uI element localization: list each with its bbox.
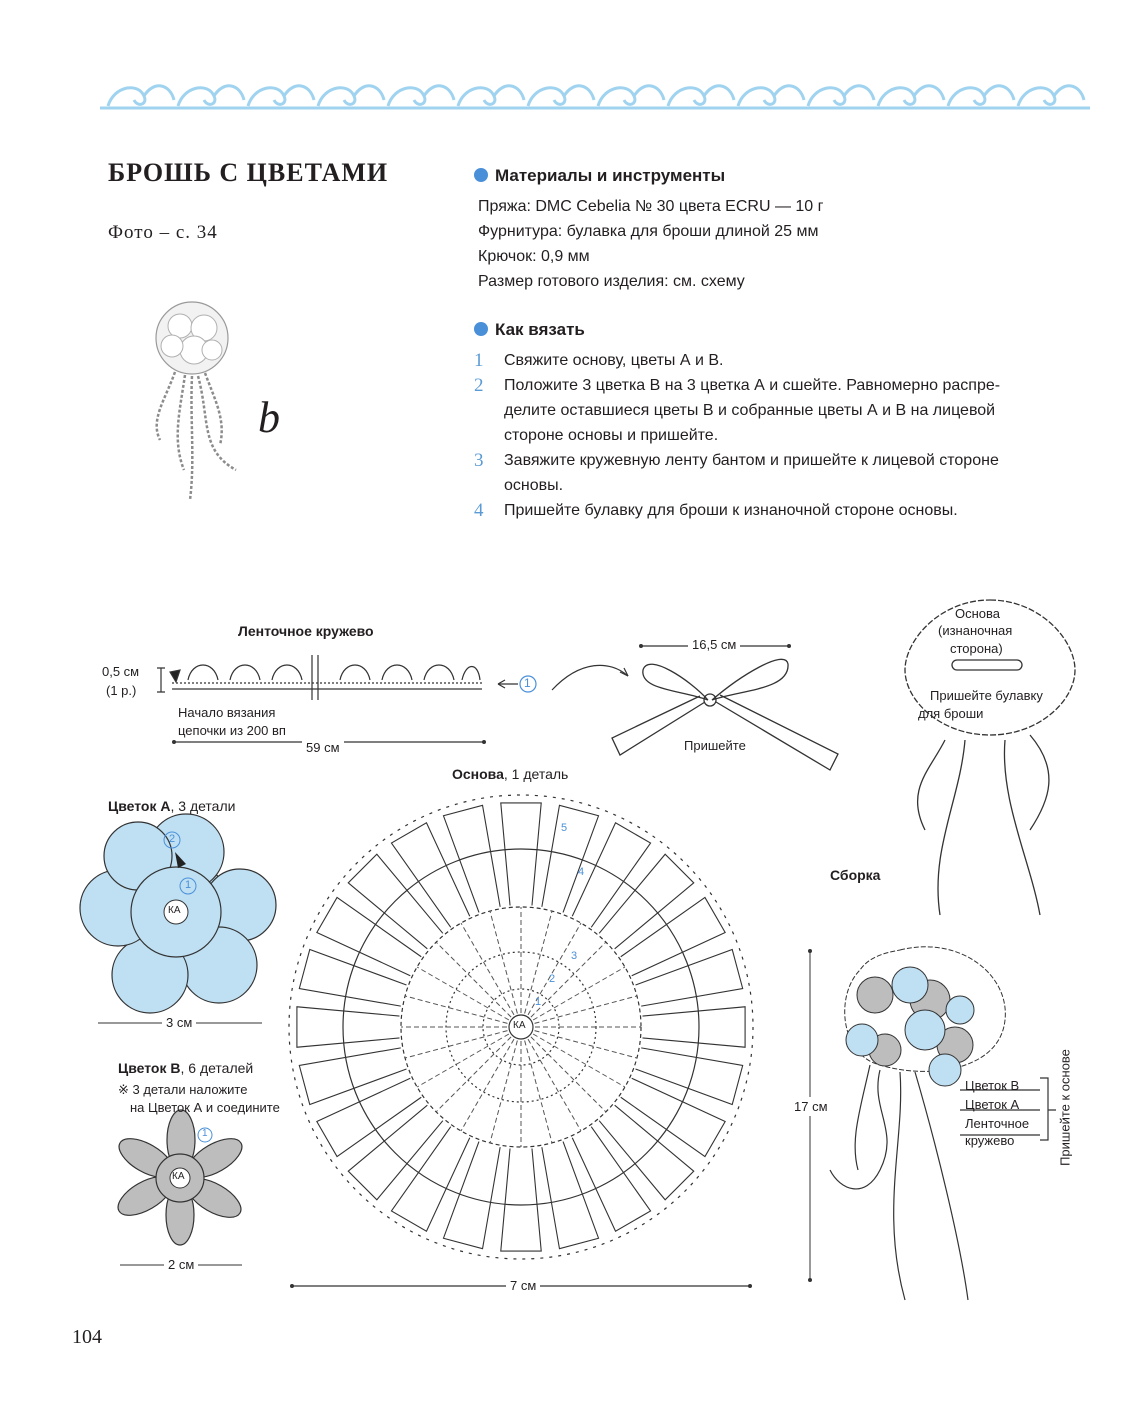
base-spoke: [490, 1041, 517, 1143]
lace-rows-label: (1 р.): [106, 683, 137, 698]
assembly-label: Цветок А: [965, 1097, 1020, 1112]
base-loop: [297, 1007, 400, 1047]
materials-line: Крючок: 0,9 мм: [478, 248, 590, 265]
base-spoke: [531, 1037, 606, 1112]
flower-a-row-marker: 1: [185, 879, 192, 891]
base-loop: [317, 897, 421, 975]
flower-b-chart: [112, 1110, 248, 1265]
back-label: (изнаночная: [938, 623, 1013, 638]
step-text: делите оставшиеся цветы В и собранные цветы А и В на лицевой: [504, 402, 996, 419]
flower-b-note: ※ 3 детали наложите: [118, 1082, 248, 1097]
materials-line: Фурнитура: булавка для броши длиной 25 мм: [478, 223, 819, 240]
flower-b-width-label: 2 см: [164, 1257, 198, 1272]
flower-a-title: [108, 798, 235, 814]
base-loop: [621, 1078, 725, 1156]
photo-letter: b: [258, 393, 280, 442]
flower-b-title-bold: Цветок В: [118, 1060, 181, 1076]
base-width-label: 7 см: [506, 1278, 540, 1293]
flower-b-title-rest: , 6 деталей: [180, 1060, 254, 1076]
back-label: Основа: [955, 606, 1001, 621]
step-text: Положите 3 цветка В на 3 цветка А и сшейте. Равномерно распре-: [504, 377, 1001, 394]
base-loop: [501, 1149, 541, 1252]
assembly-label: Цветок В: [965, 1078, 1020, 1093]
assembly-title: Сборка: [830, 867, 881, 883]
assembly-side-label: Пришейте к основе: [1057, 1049, 1073, 1166]
flower-a-width-label: 3 см: [162, 1015, 196, 1030]
base-loop: [572, 1127, 650, 1231]
base-loop: [621, 897, 725, 975]
flower-a-row-marker: 2: [169, 833, 176, 845]
step-text: Пришейте булавку для броши к изнаночной стороне основы.: [504, 502, 958, 519]
base-spoke: [417, 1034, 509, 1087]
bow-sew-label: Пришейте: [684, 738, 746, 753]
base-row-marker: 3: [571, 950, 578, 962]
step-text: Завяжите кружевную ленту бантом и пришейте к лицевой стороне: [504, 452, 999, 469]
flower-a-title-bold: Цветок А: [108, 798, 171, 814]
step-text: стороне основы и пришейте.: [504, 427, 719, 444]
lace-start-label: цепочки из 200 вп: [178, 723, 286, 738]
bow-width-label: 16,5 см: [688, 637, 740, 652]
base-spoke: [405, 1031, 507, 1058]
materials-line: Размер готового изделия: см. схему: [478, 273, 745, 290]
step-text: Свяжите основу, цветы А и В.: [504, 352, 724, 369]
base-spoke: [535, 1031, 637, 1058]
step-number: 4: [474, 500, 484, 521]
base-center-label: КА: [513, 1020, 526, 1031]
base-loop: [542, 805, 599, 912]
howto-heading-text: Как вязать: [495, 320, 585, 339]
page-number: 104: [72, 1326, 102, 1348]
base-spoke: [531, 942, 606, 1017]
base-row-marker: 1: [535, 996, 542, 1008]
base-spoke: [533, 967, 625, 1020]
base-loop: [443, 1142, 500, 1249]
lace-start-label: Начало вязания: [178, 705, 276, 720]
base-spoke: [461, 1039, 514, 1131]
base-spoke: [490, 911, 517, 1013]
base-loop: [391, 1127, 469, 1231]
base-loop: [636, 949, 743, 1006]
base-loop: [643, 1007, 746, 1047]
base-chart: [289, 795, 753, 1286]
photo-reference: Фото – с. 34: [108, 222, 218, 243]
base-row-marker: 4: [578, 866, 585, 878]
base-loop: [299, 949, 406, 1006]
base-spoke: [436, 1037, 511, 1112]
base-loop: [317, 1078, 421, 1156]
back-label: сторона): [950, 641, 1003, 656]
base-spoke: [528, 1039, 581, 1131]
materials-line: Пряжа: DMC Cebelia № 30 цвета ECRU — 10 г: [478, 198, 824, 215]
base-loop: [542, 1142, 599, 1249]
step-text: основы.: [504, 477, 564, 494]
base-spoke: [525, 1041, 552, 1143]
base-spoke: [417, 967, 509, 1020]
base-title-bold: Основа: [452, 766, 504, 782]
flower-a-chart: [80, 814, 276, 1023]
step-number: 1: [474, 350, 484, 371]
base-loop: [443, 805, 500, 912]
base-spoke: [533, 1034, 625, 1087]
lace-row-marker: 1: [524, 676, 531, 690]
base-loop: [299, 1048, 406, 1105]
base-spoke: [535, 996, 637, 1023]
base-title: [452, 766, 568, 782]
base-spoke: [436, 942, 511, 1017]
base-loop: [501, 803, 541, 906]
base-title-rest: , 1 деталь: [503, 766, 569, 782]
assembly-height-label: 17 см: [794, 1099, 828, 1114]
base-spoke: [405, 996, 507, 1023]
flower-b-center: КА: [172, 1171, 185, 1182]
lace-width-label: 59 см: [302, 740, 344, 755]
pin-label: Пришейте булавку: [930, 688, 1043, 703]
flower-a-title-rest: , 3 детали: [170, 798, 236, 814]
step-number: 2: [474, 375, 484, 396]
assembly-label: кружево: [965, 1133, 1015, 1148]
assembly-label: Ленточное: [965, 1116, 1030, 1131]
step-number: 3: [474, 450, 484, 471]
pin-label: для броши: [918, 706, 984, 721]
page-title: БРОШЬ С ЦВЕТАМИ: [108, 158, 389, 187]
flower-b-title: [118, 1060, 253, 1076]
lace-title: Ленточное кружево: [238, 623, 374, 639]
flower-b-row-marker: 1: [202, 1128, 208, 1139]
base-loop: [636, 1048, 743, 1105]
base-spoke: [461, 923, 514, 1015]
flower-b-note: на Цветок А и соедините: [130, 1100, 280, 1115]
base-loop: [391, 823, 469, 927]
lace-height-label: 0,5 см: [102, 664, 140, 679]
materials-heading-text: Материалы и инструменты: [495, 166, 726, 185]
flower-a-center: КА: [168, 905, 181, 916]
base-row-marker: 2: [549, 973, 556, 985]
base-row-marker: 5: [561, 822, 568, 834]
